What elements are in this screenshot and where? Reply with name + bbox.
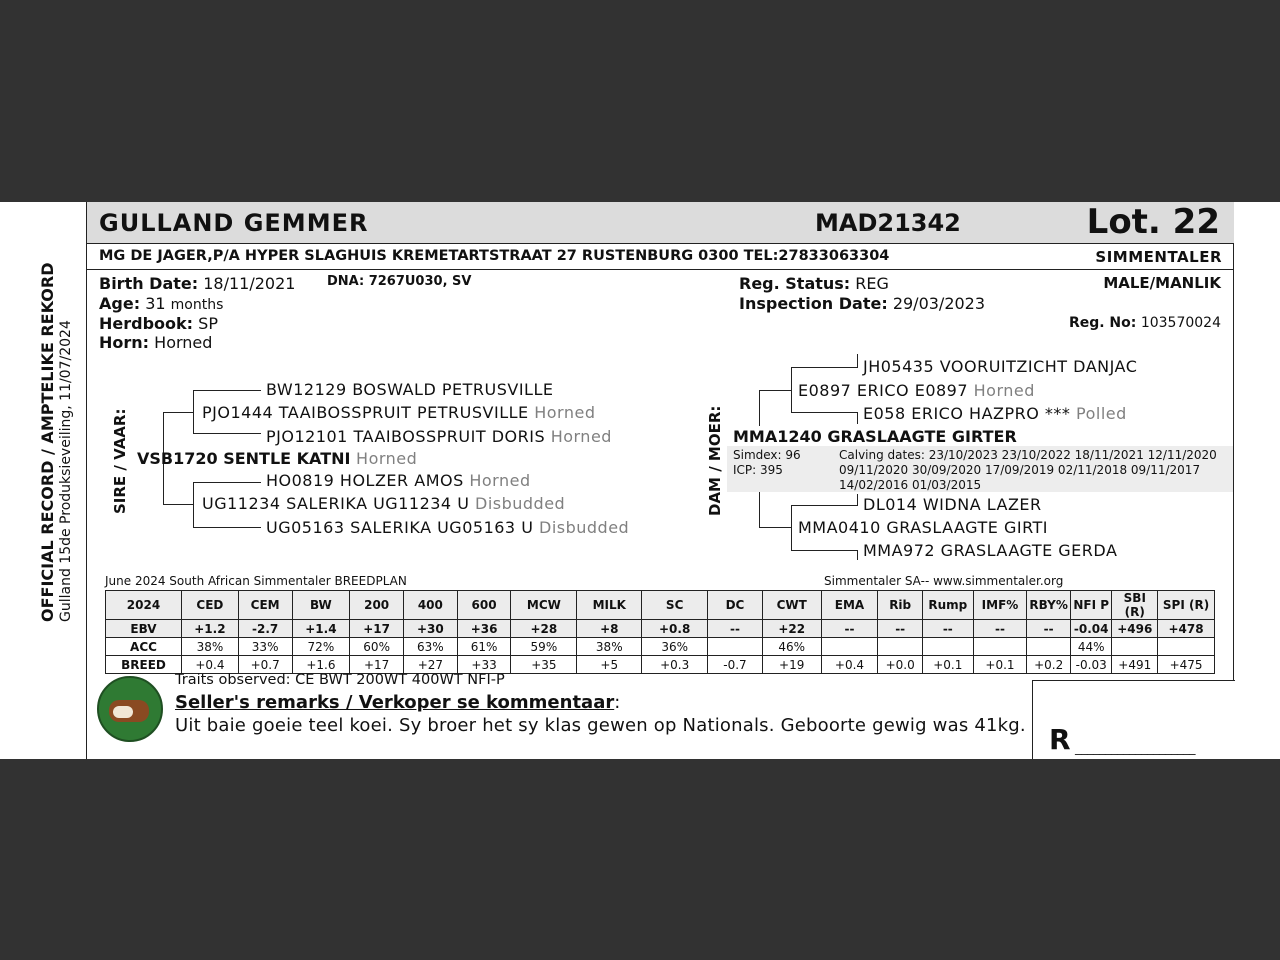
ebv-header-cell: CWT	[762, 591, 821, 620]
tree-line	[857, 550, 858, 560]
ebv-cell: +1.4	[292, 620, 350, 638]
tree-line	[193, 433, 261, 434]
breed-cell: +0.2	[1027, 656, 1071, 674]
acc-cell	[1027, 638, 1071, 656]
acc-cell: 61%	[457, 638, 511, 656]
ebv-header-cell: SBI (R)	[1112, 591, 1158, 620]
icp: ICP: 395	[733, 463, 783, 477]
remarks-text: Uit baie goeie teel koei. Sy broer het sy klas gewen op Nationals. Geboorte gewig was 41kg.	[175, 715, 1026, 736]
age: Age: 31 months	[99, 294, 224, 313]
animal-id: MAD21342	[815, 209, 961, 237]
tree-line	[857, 494, 858, 506]
acc-cell	[1158, 638, 1215, 656]
tree-line	[857, 354, 858, 368]
society-source: Simmentaler SA-- www.simmentaler.org	[824, 574, 1064, 588]
ebv-cell: +17	[350, 620, 404, 638]
horn-status: Horn: Horned	[99, 333, 213, 352]
ebv-header-cell: IMF%	[973, 591, 1027, 620]
animal-card	[86, 202, 1234, 759]
sale-caption: Gulland 15de Produksieveiling, 11/07/2024	[58, 320, 74, 622]
breed-cell: +27	[404, 656, 458, 674]
ebv-cell: -0.04	[1070, 620, 1112, 638]
tree-line	[791, 367, 857, 368]
tree-line	[163, 504, 193, 505]
ebv-cell: +1.2	[182, 620, 239, 638]
tree-line	[193, 390, 194, 434]
card-header	[87, 202, 1234, 244]
acc-cell: 38%	[182, 638, 239, 656]
acc-cell: 36%	[642, 638, 708, 656]
ebv-table	[105, 590, 1215, 674]
ebv-header-cell: SPI (R)	[1158, 591, 1215, 620]
ebv-header-cell: CEM	[238, 591, 292, 620]
tree-line	[759, 527, 791, 528]
dam-sire-dam: E058 ERICO HAZPRO *** Polled	[863, 404, 1127, 423]
ebv-cell: +36	[457, 620, 511, 638]
tree-line	[193, 482, 194, 528]
cow-face-shape	[113, 706, 133, 718]
dam-side-label: DAM / MOER:	[706, 405, 724, 516]
breed-cell: +19	[762, 656, 821, 674]
acc-cell	[973, 638, 1027, 656]
breed-cell: +491	[1112, 656, 1158, 674]
price-box	[1032, 680, 1235, 759]
ebv-header-cell: DC	[708, 591, 763, 620]
breed-label: SIMMENTALER	[1095, 248, 1222, 266]
side-caption	[38, 202, 74, 622]
tree-line	[759, 492, 760, 528]
acc-cell	[708, 638, 763, 656]
ebv-cell: +0.8	[642, 620, 708, 638]
dam-dam-sire: DL014 WIDNA LAZER	[863, 495, 1042, 514]
ebv-cell: +8	[577, 620, 642, 638]
simmentaler-logo	[97, 676, 163, 742]
dam-dam: MMA0410 GRASLAAGTE GIRTI	[798, 518, 1049, 537]
breed-cell: +17	[350, 656, 404, 674]
breed-cell: +0.3	[642, 656, 708, 674]
ebv-cell: +22	[762, 620, 821, 638]
dam-sire: E0897 ERICO E0897 Horned	[798, 381, 1035, 400]
acc-cell: 33%	[238, 638, 292, 656]
acc-cell: 46%	[762, 638, 821, 656]
ebv-header-cell: EMA	[821, 591, 878, 620]
breed-cell: +0.4	[182, 656, 239, 674]
breed-row	[106, 656, 1215, 674]
acc-cell: ACC	[106, 638, 182, 656]
tree-line	[791, 505, 857, 506]
dna-info: DNA: 7267U030, SV	[327, 274, 472, 289]
reg-number: Reg. No: 103570024	[1068, 315, 1221, 331]
sex-label: MALE/MANLIK	[1103, 274, 1221, 292]
breed-cell: +0.0	[878, 656, 923, 674]
sire-sire: PJO1444 TAAIBOSSPRUIT PETRUSVILLE Horned	[202, 403, 596, 422]
breed-cell: +0.1	[922, 656, 973, 674]
traits-observed: Traits observed: CE BWT 200WT 400WT NFI-P	[175, 672, 505, 688]
breed-cell: BREED	[106, 656, 182, 674]
tree-line	[759, 390, 760, 426]
ebv-header-cell: 2024	[106, 591, 182, 620]
ebv-row	[106, 620, 1215, 638]
ebv-header-cell: Rib	[878, 591, 923, 620]
simdex: Simdex: 96	[733, 448, 801, 462]
tree-line	[791, 412, 857, 413]
sire-animal: VSB1720 SENTLE KATNI Horned	[137, 449, 418, 468]
tree-line	[791, 550, 857, 551]
breed-cell: +0.4	[821, 656, 878, 674]
ebv-header-cell: CED	[182, 591, 239, 620]
acc-cell: 38%	[577, 638, 642, 656]
ebv-header-cell: 400	[404, 591, 458, 620]
ebv-header-cell: MCW	[511, 591, 577, 620]
sire-side-label: SIRE / VAAR:	[111, 408, 129, 514]
ebv-header-cell: RBY%	[1027, 591, 1071, 620]
tree-line	[857, 412, 858, 424]
acc-cell	[821, 638, 878, 656]
ebv-header-cell: NFI P	[1070, 591, 1112, 620]
lot-number: Lot. 22	[1086, 202, 1220, 242]
owner-address: MG DE JAGER,P/A HYPER SLAGHUIS KREMETARTSTRAAT 27 RUSTENBURG 0300 TEL:27833063304	[99, 248, 890, 264]
sire-sire-sire: BW12129 BOSWALD PETRUSVILLE	[266, 380, 554, 399]
acc-cell: 63%	[404, 638, 458, 656]
acc-row	[106, 638, 1215, 656]
birth-date: Birth Date: 18/11/2021	[99, 274, 296, 293]
sire-dam-sire: HO0819 HOLZER AMOS Horned	[266, 471, 531, 490]
ebv-cell: --	[922, 620, 973, 638]
ebv-cell: --	[821, 620, 878, 638]
price-line: ____________________	[1075, 741, 1195, 756]
ebv-header-cell: BW	[292, 591, 350, 620]
ebv-cell: +496	[1112, 620, 1158, 638]
tree-line	[759, 390, 791, 391]
ebv-cell: +28	[511, 620, 577, 638]
sire-dam: UG11234 SALERIKA UG11234 U Disbudded	[202, 494, 566, 513]
calving-dates: Calving dates: 23/10/2023 23/10/2022 18/11/2021 12/11/2020 09/11/2020 30/09/2020 17/09/2019 02/11/2018 09/11/2017 14/02/2016 01/03/2015	[839, 448, 1217, 492]
lot-sheet	[0, 202, 1280, 759]
ebv-header-cell: MILK	[577, 591, 642, 620]
ebv-cell: +30	[404, 620, 458, 638]
dam-sire-sire: JH05435 VOORUITZICHT DANJAC	[863, 357, 1138, 376]
sire-sire-dam: PJO12101 TAAIBOSSPRUIT DORIS Horned	[266, 427, 612, 446]
acc-cell: 72%	[292, 638, 350, 656]
tree-line	[791, 367, 792, 413]
remarks-heading: Seller's remarks / Verkoper se kommentaar:	[175, 692, 621, 713]
ebv-cell: +478	[1158, 620, 1215, 638]
ebv-header-cell: Rump	[922, 591, 973, 620]
reg-status: Reg. Status: REG	[739, 274, 889, 293]
breed-cell: +0.1	[973, 656, 1027, 674]
breed-cell: +475	[1158, 656, 1215, 674]
ebv-cell: --	[1027, 620, 1071, 638]
breed-cell: +5	[577, 656, 642, 674]
currency-label: R	[1049, 723, 1071, 756]
breed-cell: +1.6	[292, 656, 350, 674]
tree-line	[193, 482, 261, 483]
acc-cell: 44%	[1070, 638, 1112, 656]
acc-cell	[878, 638, 923, 656]
tree-line	[193, 390, 261, 391]
herdbook: Herdbook: SP	[99, 314, 218, 333]
tree-line	[791, 505, 792, 551]
inspection-date: Inspection Date: 29/03/2023	[739, 294, 986, 313]
breed-cell: +35	[511, 656, 577, 674]
owner-row	[87, 244, 1234, 270]
acc-cell	[922, 638, 973, 656]
acc-cell: 60%	[350, 638, 404, 656]
dam-animal: MMA1240 GRASLAAGTE GIRTER	[733, 427, 1017, 446]
ebv-cell: EBV	[106, 620, 182, 638]
acc-cell: 59%	[511, 638, 577, 656]
breed-cell: +33	[457, 656, 511, 674]
ebv-header-cell: SC	[642, 591, 708, 620]
tree-line	[193, 527, 261, 528]
breed-cell: -0.7	[708, 656, 763, 674]
ebv-cell: --	[878, 620, 923, 638]
acc-cell	[1112, 638, 1158, 656]
breedplan-source: June 2024 South African Simmentaler BREEDPLAN	[105, 574, 407, 588]
breed-cell: +0.7	[238, 656, 292, 674]
ebv-cell: -2.7	[238, 620, 292, 638]
official-record-label: OFFICIAL RECORD / AMPTELIKE REKORD	[38, 262, 57, 622]
dam-performance-box	[727, 446, 1233, 492]
breed-cell: -0.03	[1070, 656, 1112, 674]
animal-name: GULLAND GEMMER	[99, 209, 369, 237]
tree-line	[163, 412, 193, 413]
ebv-header-cell: 200	[350, 591, 404, 620]
dam-dam-dam: MMA972 GRASLAAGTE GERDA	[863, 541, 1118, 560]
ebv-cell: --	[973, 620, 1027, 638]
ebv-cell: --	[708, 620, 763, 638]
ebv-header-row	[106, 591, 1215, 620]
sire-dam-dam: UG05163 SALERIKA UG05163 U Disbudded	[266, 518, 630, 537]
ebv-header-cell: 600	[457, 591, 511, 620]
